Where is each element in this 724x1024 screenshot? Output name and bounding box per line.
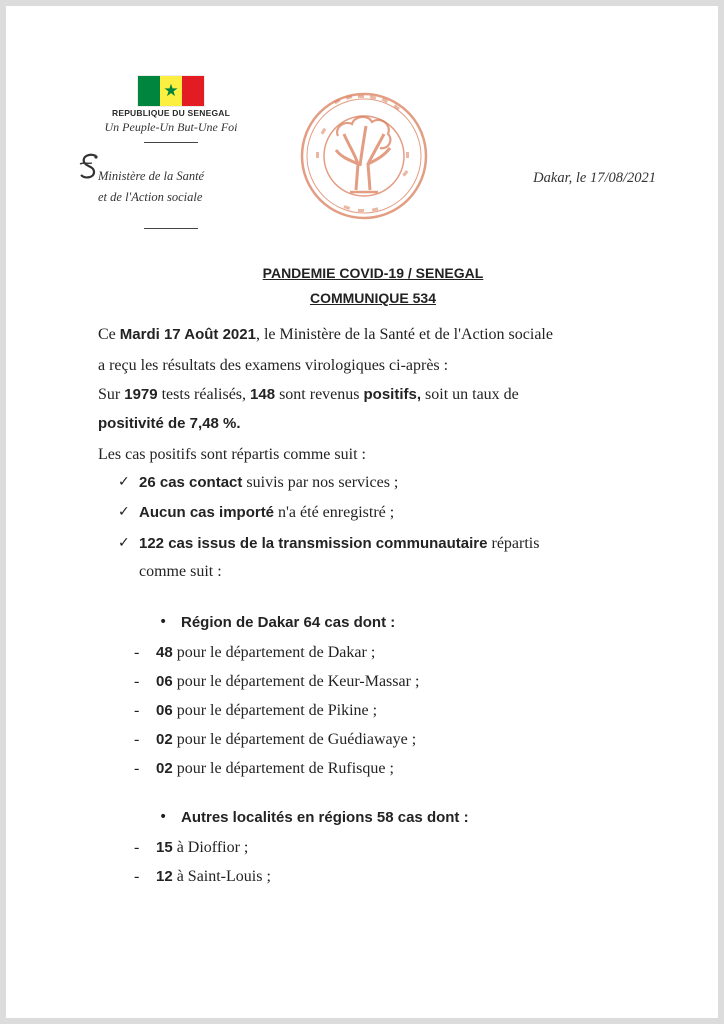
list-item: [156, 701, 716, 721]
intro-text: , le Ministère de la Santé et de l'Action sociale: [255, 326, 553, 343]
item-count: 48: [156, 644, 173, 661]
intro-date-bold: Mardi 17 Août 2021: [119, 326, 256, 343]
intro-text: Sur: [98, 386, 125, 403]
dash-marker: -: [134, 702, 140, 719]
official-seal-stamp-icon: [294, 86, 434, 226]
cases-community-bold: 122 cas issus de la transmission communautaire: [139, 535, 488, 552]
item-count: 06: [156, 702, 173, 719]
cases-community: [139, 534, 699, 554]
cases-contact: [139, 473, 699, 493]
cases-contact-bold: 26 cas contact: [139, 474, 243, 491]
cases-contact-text: suivis par nos services ;: [242, 474, 399, 491]
dash-marker: -: [134, 760, 140, 777]
item-count: 02: [156, 731, 173, 748]
item-label: pour le département de Rufisque ;: [172, 760, 394, 777]
item-label: pour le département de Pikine ;: [172, 702, 378, 719]
list-item: [156, 730, 716, 750]
positive-count: 148: [250, 386, 276, 403]
positive-word: positifs,: [363, 386, 422, 403]
dash-marker: -: [134, 868, 140, 885]
check-icon: ✓: [118, 535, 130, 551]
list-item: [156, 759, 716, 779]
intro-line-1: [98, 325, 658, 345]
ministry-name-line1: Ministère de la Santé: [98, 169, 205, 183]
intro-text: Ce: [98, 326, 120, 343]
list-item: [156, 838, 716, 858]
header-divider-top: [144, 142, 198, 143]
title-communique: COMMUNIQUE 534: [309, 290, 437, 306]
bullet-icon: •: [159, 809, 168, 825]
intro-text: tests réalisés,: [157, 386, 251, 403]
dash-marker: -: [134, 673, 140, 690]
communique-page: [6, 6, 718, 1018]
dakar-heading-text: Région de Dakar 64 cas dont :: [181, 614, 396, 631]
ministry-name: [98, 166, 278, 208]
intro-text: soit un taux de: [421, 386, 519, 403]
cases-community-text: répartis: [487, 535, 540, 552]
cases-imported-text: n'a été enregistré ;: [274, 504, 395, 521]
item-count: 15: [156, 839, 173, 856]
header-divider-bottom: [144, 228, 198, 229]
regions-heading-text: Autres localités en régions 58 cas dont :: [181, 809, 469, 826]
cases-imported-bold: Aucun cas importé: [139, 504, 275, 521]
intro-line-4: [98, 414, 658, 434]
item-count: 12: [156, 868, 173, 885]
item-label: pour le département de Guédiawaye ;: [172, 731, 417, 748]
dash-marker: -: [134, 839, 140, 856]
intro-line-2: a reçu les résultats des examens virologiques ci-après :: [98, 357, 449, 374]
dash-marker: -: [134, 731, 140, 748]
item-label: à Dioffior ;: [172, 839, 249, 856]
tests-count: 1979: [124, 386, 158, 403]
positivity-rate: positivité de 7,48 %.: [98, 415, 241, 432]
document-date: Dakar, le 17/08/2021: [533, 170, 656, 186]
title-pandemic: PANDEMIE COVID-19 / SENEGAL: [262, 265, 484, 281]
list-item: [156, 867, 716, 887]
check-icon: ✓: [118, 474, 130, 490]
item-label: pour le département de Dakar ;: [172, 644, 376, 661]
cases-community-continued: comme suit :: [139, 563, 222, 580]
bullet-icon: •: [159, 614, 168, 630]
flag-star-icon: ★: [163, 81, 179, 101]
check-icon: ✓: [118, 504, 130, 520]
list-item: [156, 643, 716, 663]
dash-marker: -: [134, 644, 140, 661]
cases-imported: [139, 503, 699, 523]
list-item: [156, 672, 716, 692]
senegal-flag: [138, 76, 204, 106]
republic-name: REPUBLIQUE DU SENEGAL: [111, 108, 231, 118]
intro-text: sont revenus: [275, 386, 364, 403]
regions-heading: [181, 808, 718, 828]
item-label: pour le département de Keur-Massar ;: [172, 673, 420, 690]
dakar-heading: [181, 613, 718, 633]
intro-line-5: Les cas positifs sont répartis comme suit :: [98, 446, 366, 463]
intro-line-3: [98, 385, 658, 405]
ministry-name-line2: et de l'Action sociale: [98, 190, 203, 204]
item-count: 06: [156, 673, 173, 690]
national-motto: Un Peuple-Un But-Une Foi: [104, 120, 238, 134]
item-count: 02: [156, 760, 173, 777]
item-label: à Saint-Louis ;: [172, 868, 271, 885]
